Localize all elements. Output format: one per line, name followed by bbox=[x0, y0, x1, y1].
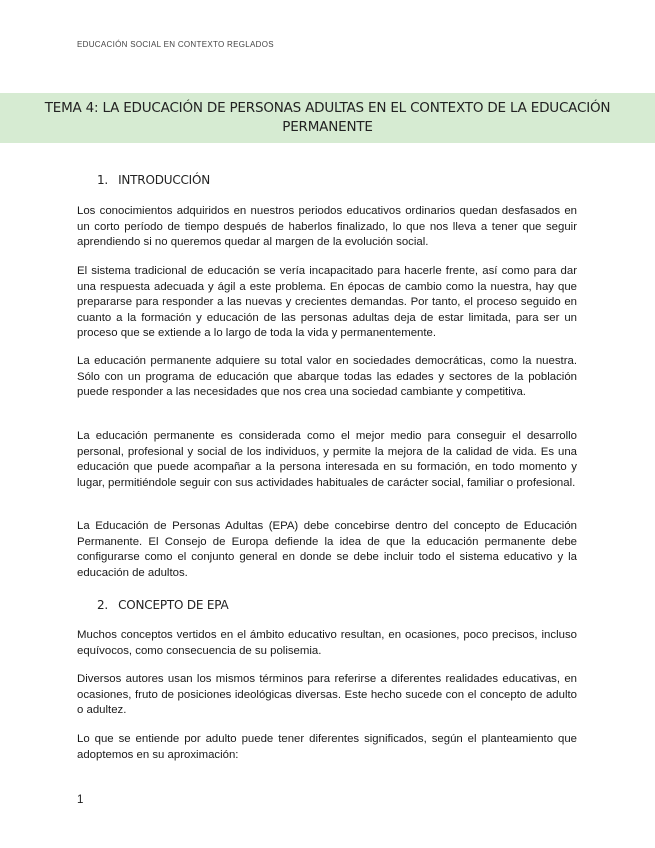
paragraph: La educación permanente adquiere su total valor en sociedades democráticas, como la nuestra. Sólo con un programa de educación que abarque todas las edades y sectores de la población puede responder a las necesidades que nos crea una sociedad cambiante y competitiva. bbox=[77, 355, 577, 398]
section-number: 2. bbox=[97, 598, 109, 612]
section-title: INTRODUCCIÓN bbox=[118, 173, 211, 187]
paragraph: La educación permanente es considerada como el mejor medio para conseguir el desarrollo personal, profesional y social de los individuos, y permite la mejora de la calidad de vida. Es una educación que puede acompañar a la persona interesada en su formación, en todo momento y lugar, permitiéndole seguir con sus actividades habituales de carácter social, familiar o profesional. bbox=[77, 430, 577, 489]
paragraph: Diversos autores usan los mismos términos para referirse a diferentes realidades educativas, en ocasiones, fruto de posiciones ideológicas diversas. Este hecho sucede con el concepto de adulto o adultez. bbox=[77, 673, 577, 716]
paragraph: Lo que se entiende por adulto puede tener diferentes significados, según el planteamiento que adoptemos en su aproximación: bbox=[77, 733, 577, 761]
paragraph: El sistema tradicional de educación se vería incapacitado para hacerle frente, así como para dar una respuesta adecuada y ágil a este problema. En épocas de cambio como la nuestra, hay que prepararse para responder a las nuevas y crecientes demandas. Por tanto, el proceso seguido en cuanto a la formación y educación de las personas adultas deja de estar limitada, para ser un proceso que se extiende a lo largo de toda la vida y permanentemente. bbox=[77, 265, 577, 339]
paragraph: Los conocimientos adquiridos en nuestros periodos educativos ordinarios quedan desfasados en un corto período de tiempo después de haberlos finalizado, lo que nos lleva a tener que seguir aprendiendo si no queremos quedar al margen de la evolución social. bbox=[77, 205, 577, 248]
paragraph: La Educación de Personas Adultas (EPA) debe concebirse dentro del concepto de Educación Permanente. El Consejo de Europa defiende la idea de que la educación permanente debe configurarse como el conjunto general en donde se debe incluir todo el sistema educativo y la educación de adultos. bbox=[77, 520, 577, 579]
section-title: CONCEPTO DE EPA bbox=[118, 598, 229, 612]
page-title: TEMA 4: LA EDUCACIÓN DE PERSONAS ADULTAS EN EL CONTEXTO DE LA EDUCACIÓN PERMANENTE bbox=[44, 100, 611, 135]
title-banner bbox=[0, 93, 655, 143]
page-number: 1 bbox=[77, 794, 84, 806]
running-header: EDUCACIÓN SOCIAL EN CONTEXTO REGLADOS bbox=[77, 40, 274, 49]
paragraph: Muchos conceptos vertidos en el ámbito educativo resultan, en ocasiones, poco precisos, incluso equívocos, como consecuencia de su polisemia. bbox=[77, 629, 577, 657]
section-heading-introduccion bbox=[97, 173, 210, 187]
section-heading-concepto-epa bbox=[97, 598, 229, 612]
section-number: 1. bbox=[97, 173, 109, 187]
